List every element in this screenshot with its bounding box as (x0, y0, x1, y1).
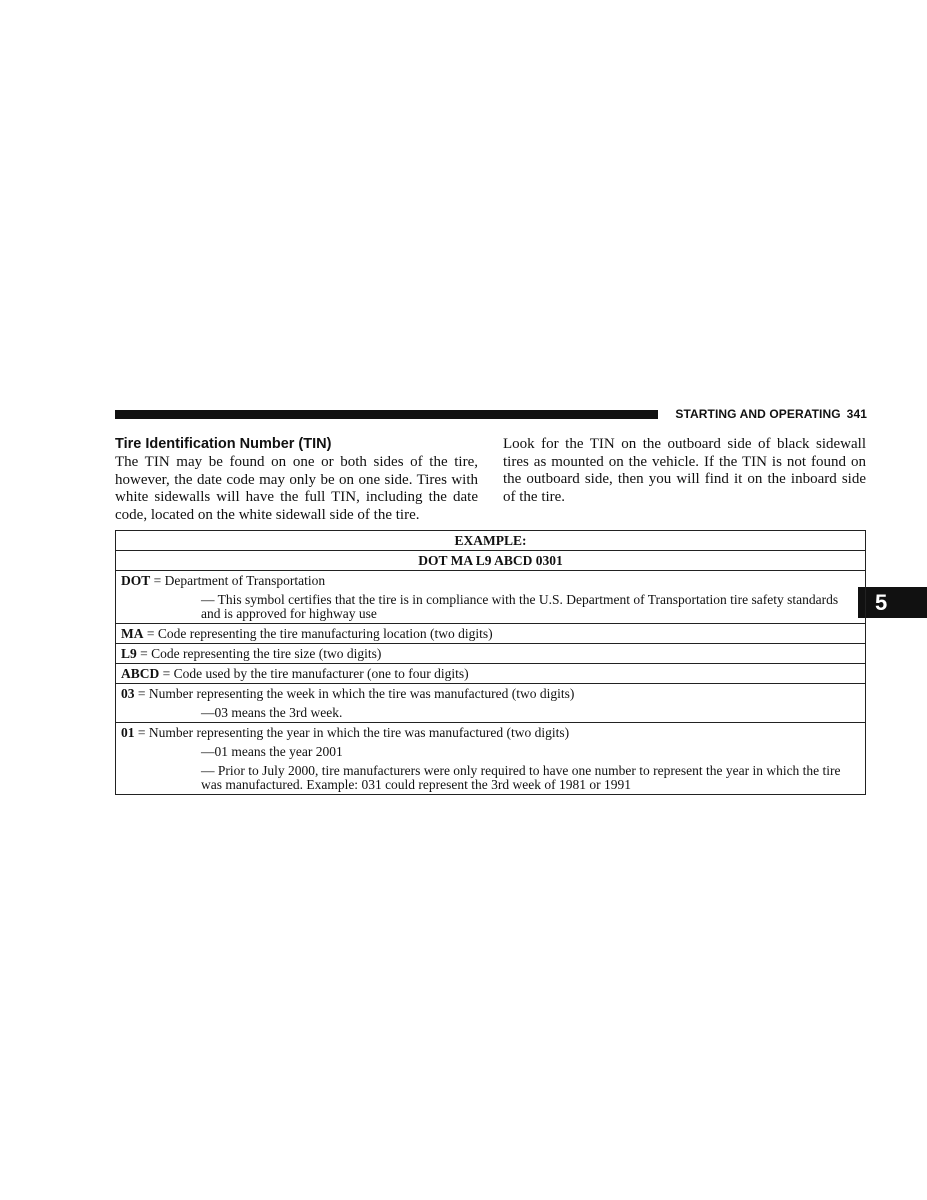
row-note: —03 means the 3rd week. (201, 705, 343, 720)
table-row (116, 684, 866, 723)
header-rule (115, 410, 658, 419)
right-paragraph: Look for the TIN on the outboard side of black sidewall tires as mounted on the vehicle. If the TIN is not found on the outboard side, then you will find it on the inboard side of the tire. (503, 436, 866, 505)
right-column (503, 436, 866, 506)
tin-example-table (115, 530, 866, 795)
row-description: = Department of Transportation (150, 573, 326, 588)
row-description: = Code used by the tire manufacturer (one to four digits) (159, 666, 469, 681)
running-header (668, 407, 867, 421)
row-code: 01 (121, 725, 135, 740)
row-code: MA (121, 626, 144, 641)
row-description: = Number representing the year in which the tire was manufactured (two digits) (134, 725, 570, 740)
table-cell (116, 624, 866, 644)
row-description: = Code representing the tire size (two digits) (136, 646, 382, 661)
left-column (115, 435, 478, 524)
left-paragraph: The TIN may be found on one or both sides of the tire, however, the date code may only be on one side. Tires with white sidewalls will have the full TIN, including the date code, located on the white sidewall side of the tire. (115, 454, 478, 523)
example-code-row (116, 551, 866, 571)
row-code: ABCD (121, 666, 160, 681)
chapter-tab: 5 (858, 587, 927, 618)
row-note: — This symbol certifies that the tire is in compliance with the U.S. Department of Transportation tire safety standards and is approved for highway use (201, 592, 839, 621)
row-code: L9 (121, 646, 137, 661)
table-cell (116, 684, 866, 723)
row-note: — Prior to July 2000, tire manufacturers were only required to have one number to represent the year in which the tire was manufactured. Example: 031 could represent the 3rd week of 1981 or 1991 (201, 763, 841, 792)
row-code: 03 (121, 686, 135, 701)
table-header: EXAMPLE: (116, 531, 866, 551)
row-description: = Number representing the week in which the tire was manufactured (two digits) (134, 686, 575, 701)
table-row (116, 644, 866, 664)
section-name: STARTING AND OPERATING (675, 407, 841, 421)
table-header-row (116, 531, 866, 551)
section-title: Tire Identification Number (TIN) (115, 436, 332, 452)
row-code: DOT (121, 573, 151, 588)
page-number: 341 (846, 407, 867, 421)
table-cell (116, 571, 866, 624)
row-description: = Code representing the tire manufacturing location (two digits) (143, 626, 493, 641)
table-cell (116, 723, 866, 795)
table-row (116, 723, 866, 795)
table-cell (116, 644, 866, 664)
row-note: —01 means the year 2001 (201, 744, 343, 759)
table-row (116, 571, 866, 624)
table-row (116, 664, 866, 684)
table-cell (116, 664, 866, 684)
table-row (116, 624, 866, 644)
example-code: DOT MA L9 ABCD 0301 (116, 551, 866, 571)
